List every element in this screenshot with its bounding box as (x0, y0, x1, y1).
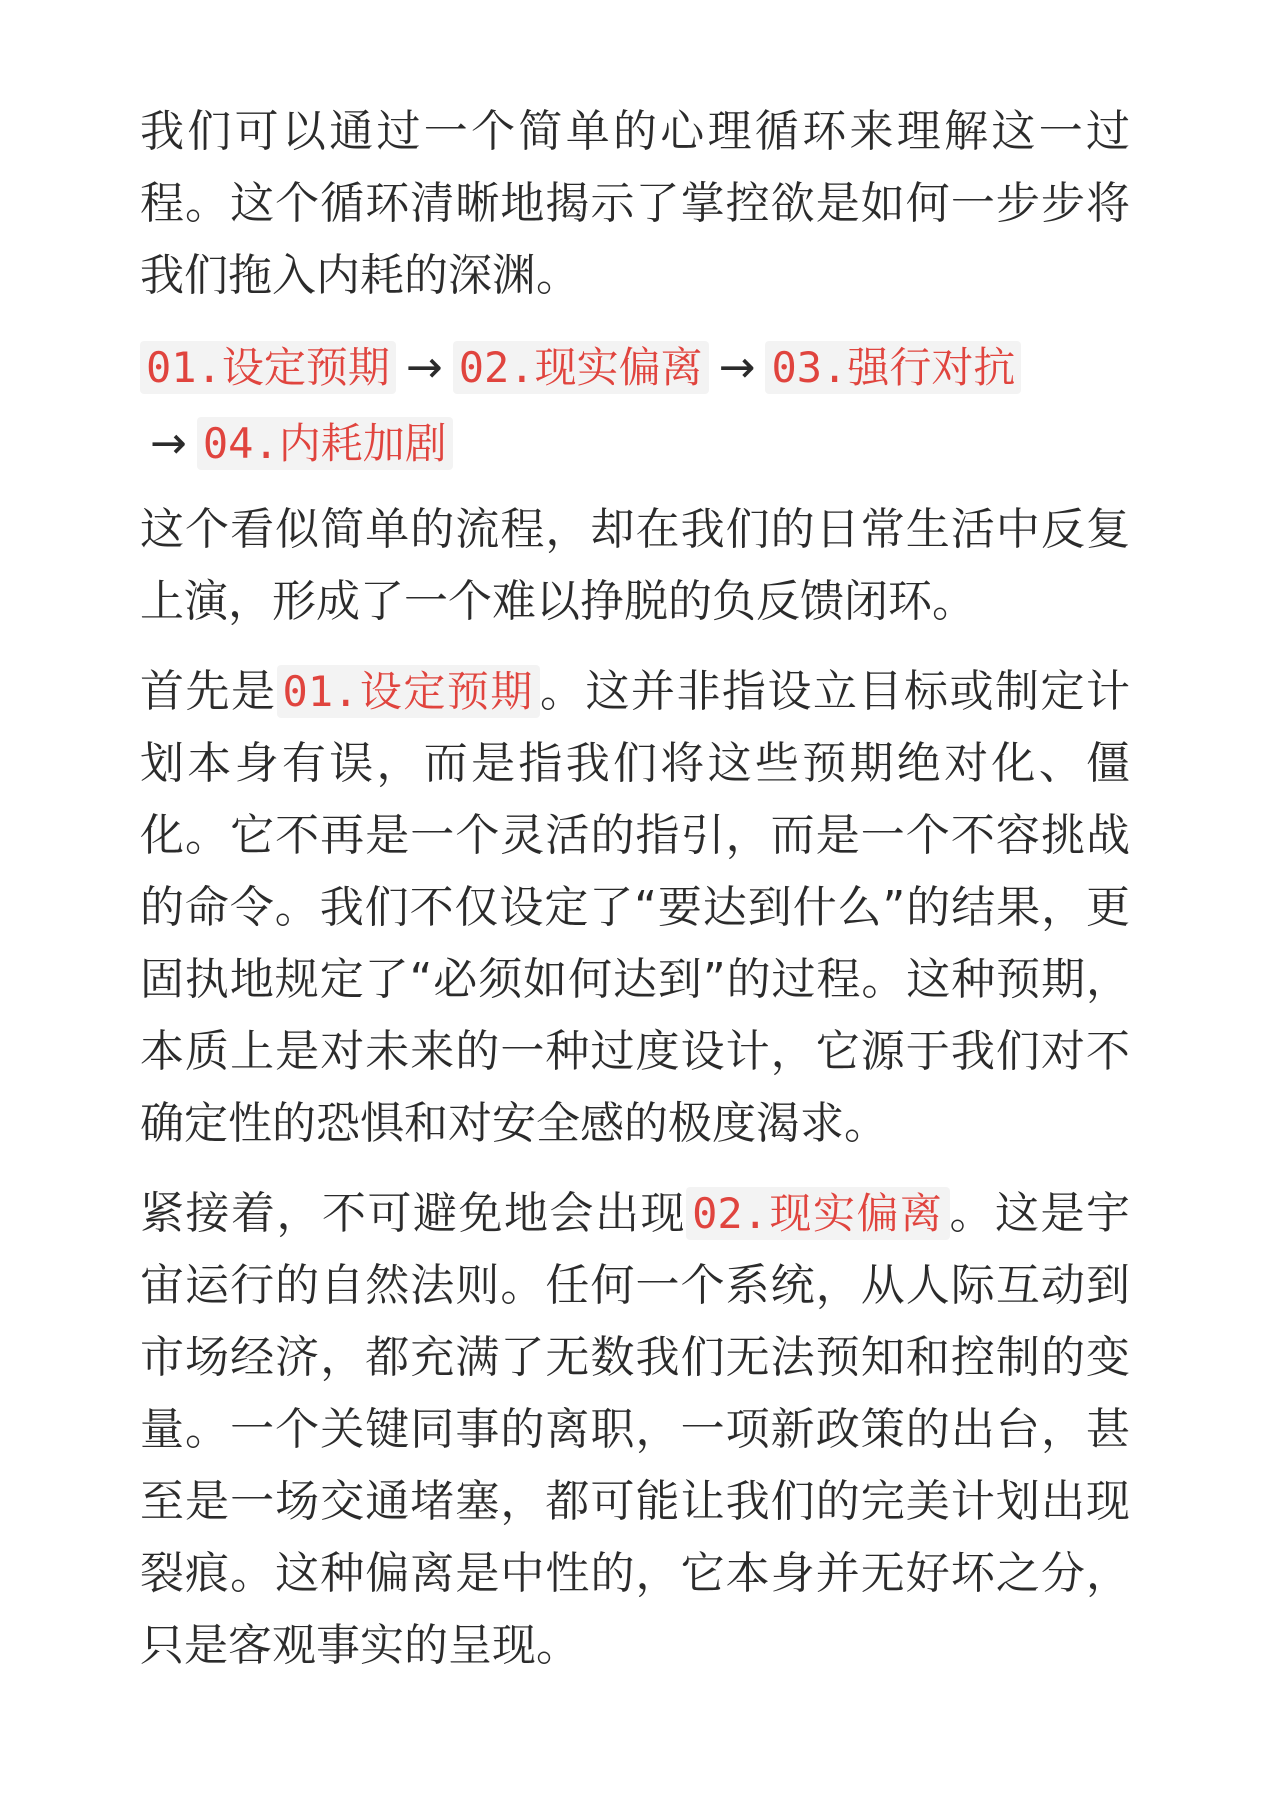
flow-step-2: 02.现实偏离 (453, 341, 709, 394)
article-body (140, 96, 1130, 1700)
step2-text: 。这是宇宙运行的自然法则。任何一个系统，从人际互动到市场经济，都充满了无数我们无法预知和控制的变量。一个关键同事的离职，一项新政策的出台，甚至是一场交通堵塞，都可能让我们的完美计划出现裂痕。这种偏离是中性的，它本身并无好坏之分，只是客观事实的呈现。 (140, 1188, 1131, 1671)
intro-paragraph: 我们可以通过一个简单的心理循环来理解这一过程。这个循环清晰地揭示了掌控欲是如何一步步将我们拖入内耗的深渊。 (140, 106, 1130, 301)
flow-arrow-icon: → (718, 342, 756, 393)
step2-prefix: 紧接着，不可避免地会出现 (140, 1188, 687, 1239)
step1-code: 01.设定预期 (277, 665, 540, 718)
flow-step-3: 03.强行对抗 (765, 341, 1021, 394)
step1-prefix: 首先是 (140, 666, 277, 717)
flow-step-4: 04.内耗加剧 (197, 417, 453, 470)
step1-text: 。这并非指设立目标或制定计划本身有误，而是指我们将这些预期绝对化、僵化。它不再是一个灵活的指引，而是一个不容挑战的命令。我们不仅设定了“要达到什么”的结果，更固执地规定了“必须如何达到”的过程。这种预期，本质上是对未来的一种过度设计，它源于我们对不确定性的恐惧和对安全感的极度渴求。 (140, 666, 1131, 1149)
flow-arrow-icon: → (150, 418, 187, 469)
flow-step-1: 01.设定预期 (140, 341, 396, 394)
step1-paragraph (140, 656, 1130, 1160)
cycle-flow (140, 330, 1130, 482)
flow-arrow-icon: → (405, 342, 443, 393)
step2-paragraph (140, 1178, 1130, 1682)
step2-code: 02.现实偏离 (686, 1187, 949, 1240)
summary-paragraph: 这个看似简单的流程，却在我们的日常生活中反复上演，形成了一个难以挣脱的负反馈闭环。 (140, 504, 1130, 627)
